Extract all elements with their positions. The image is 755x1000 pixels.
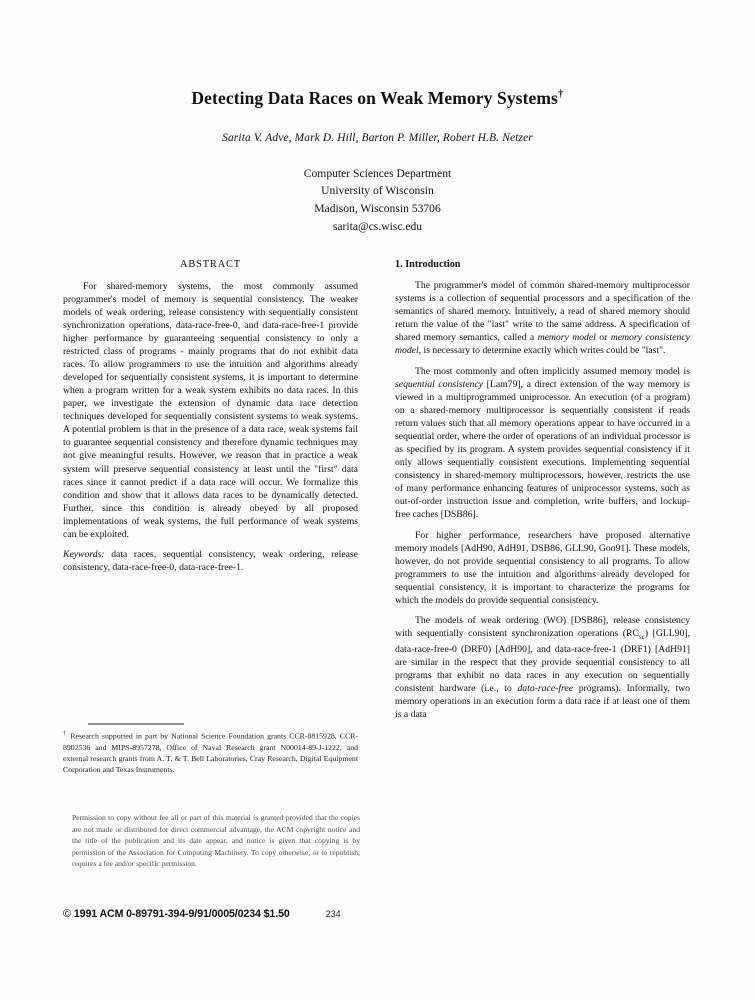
author-email: sarita@cs.wisc.edu — [332, 219, 423, 233]
affiliation-location: Madison, Wisconsin 53706 — [314, 202, 441, 216]
page-number: 234 — [325, 909, 341, 919]
title-footnote-marker: † — [557, 88, 564, 101]
permission-notice: Permission to copy without fee all or part of this material is granted provided that the copies are not made or distributed for direct commercial advantage, the ACM copyright notice and the title of the publication and its date appear, and notice is given that copying is by permission of the Association for Computing Machinery. To copy otherwise, or to republish, requires a fee and/or specific permission. — [72, 813, 360, 869]
intro-p1-part-c: , is necessary to determine exactly which writes could be "last". — [418, 344, 666, 356]
column-left — [63, 258, 358, 582]
intro-paragraph-4 — [395, 614, 690, 721]
column-right — [395, 258, 690, 729]
intro-p1-part-a: The programmer's model of common shared-memory multiprocessor systems is a collection of sequential processors and a specification of the semantics of shared memory. Intuitively, a read of shared memory should return the value of the "last" write to the same address. A specification of shared memory semantics, called a — [395, 279, 690, 343]
copyright-line — [63, 908, 290, 920]
intro-paragraph-2 — [395, 365, 690, 522]
affiliation-department: Computer Sciences Department — [303, 166, 452, 180]
term-sequential-consistency: sequential consistency — [395, 378, 484, 390]
term-data-race-free: data-race-free — [517, 682, 574, 694]
abstract-heading: ABSTRACT — [180, 259, 241, 270]
intro-p4-part-c: programs). Informally, two memory operations in an execution form a data race if at least one of them is a data — [395, 682, 690, 720]
abstract-body: For shared-memory systems, the most commonly assumed programmer's model of memory is sequential consistency. The weaker models of weak ordering, release consistency with sequentially consistent synchronization operations, data-race-free-0, and data-race-free-1 provide higher performance by guaranteeing sequential consistency to only a restricted class of programs - mainly programs that do not exhibit data races. To allow programmers to use the intuition and algorithms already developed for sequentially consistent systems, it is important to determine when a program written for a weak system exhibits no data races. In this paper, we investigate the extension of dynamic data race detection techniques developed for sequentially consistent systems to weak systems. A potential problem is that in the presence of a data race, weak systems fail to guarantee sequential consistency and therefore dynamic techniques may not give meaningful results. However, we reason that in practice a weak system will preserve sequential consistency at least until the "first" data races since it cannot predict if a data race will occur. We formalize this condition and show that it allows data races to be dynamically detected. Further, since this condition is already obeyed by all proposed implementations of weak systems, the full performance of weak systems can be exploited. — [63, 280, 358, 540]
intro-p4-part-b: ) [GLL90], data-race-free-0 (DRF0) [AdH90], and data-race-free-1 (DRF1) [AdH91] are similar in the respect that they provide sequential consistency to all programs that exhibit no data races in any execution on sequentially consistent hardware (i.e., to — [395, 628, 690, 694]
footnote-separator-rule — [88, 723, 184, 725]
intro-paragraph-3: For higher performance, researchers have proposed alternative memory models [AdH90, AdH91, DSB86, GLL90, Goo91]. These models, however, do not provide sequential consistency to all programs. To allow programmers to use the intuition and algorithms already developed for sequential consistency, it is important to characterize the programs for which the models do provide sequential consistency. — [395, 529, 690, 606]
intro-p2-part-a: The most commonly and often implicitly assumed memory model is — [415, 365, 690, 377]
intro-p1-part-b: or — [595, 331, 611, 343]
footnote-text: Research supported in part by National Science Foundation grants CCR-8815928, CCR-8902536 and MIPS-8957278, Office of Naval Research grant N00014-89-J-1222, and external research grants from A. T. & T. Bell Laboratories, Cray Research, Digital Equipment Corporation and Texas Instruments. — [63, 731, 359, 774]
affiliation-university: University of Wisconsin — [321, 184, 434, 198]
copyright-text: 1991 ACM 0-89791-394-9/91/0005/0234 $1.50 — [71, 908, 290, 920]
paper-header — [60, 88, 695, 235]
intro-p4-part-a: The models of weak ordering (WO) [DSB86], release consistency with sequentially consistent synchronization operations (RC — [395, 615, 690, 640]
term-memory-model: memory model — [537, 331, 596, 343]
intro-p2-part-b: [Lam79], a direct extension of the way memory is viewed in a multiprogrammed uniprocessor. An execution (of a program) on a shared-memory multiprocessor is sequentially consistent if reads return values such that all memory operations appear to have occurred in a sequential order, where the order of operations of an individual processor is as specified by its program. A system provides sequential consistency if it only allows sequentially consistent executions. Implementing sequential consistency in shared-memory multiprocessors, however, restricts the use of many performance enhancing features of uniprocessor systems, such as out-of-order instruction issue and completion, write buffers, and lockup-free caches [DSB86]. — [395, 378, 690, 521]
page-footer — [63, 908, 403, 920]
intro-paragraph-1 — [395, 279, 690, 357]
copyright-icon: © — [63, 908, 72, 920]
rc-subscript: sc — [638, 633, 645, 642]
keywords-values: data races, sequential consistency, weak ordering, release consistency, data-race-free-0, data-race-free-1. — [63, 549, 358, 574]
keywords-line — [63, 548, 358, 574]
keywords-label: Keywords: — [63, 549, 105, 561]
term-memory-consistency-model: memory consistency model — [395, 331, 690, 356]
author-list: Sarita V. Adve, Mark D. Hill, Barton P. Miller, Robert H.B. Netzer — [222, 131, 533, 144]
affiliation-block — [60, 165, 695, 235]
section-heading-introduction: 1. Introduction — [395, 259, 461, 270]
paper-title-text: Detecting Data Races on Weak Memory Systems — [191, 88, 558, 108]
page-title — [60, 88, 695, 110]
footnote-marker: † — [63, 731, 68, 737]
footnote-block — [63, 730, 358, 775]
